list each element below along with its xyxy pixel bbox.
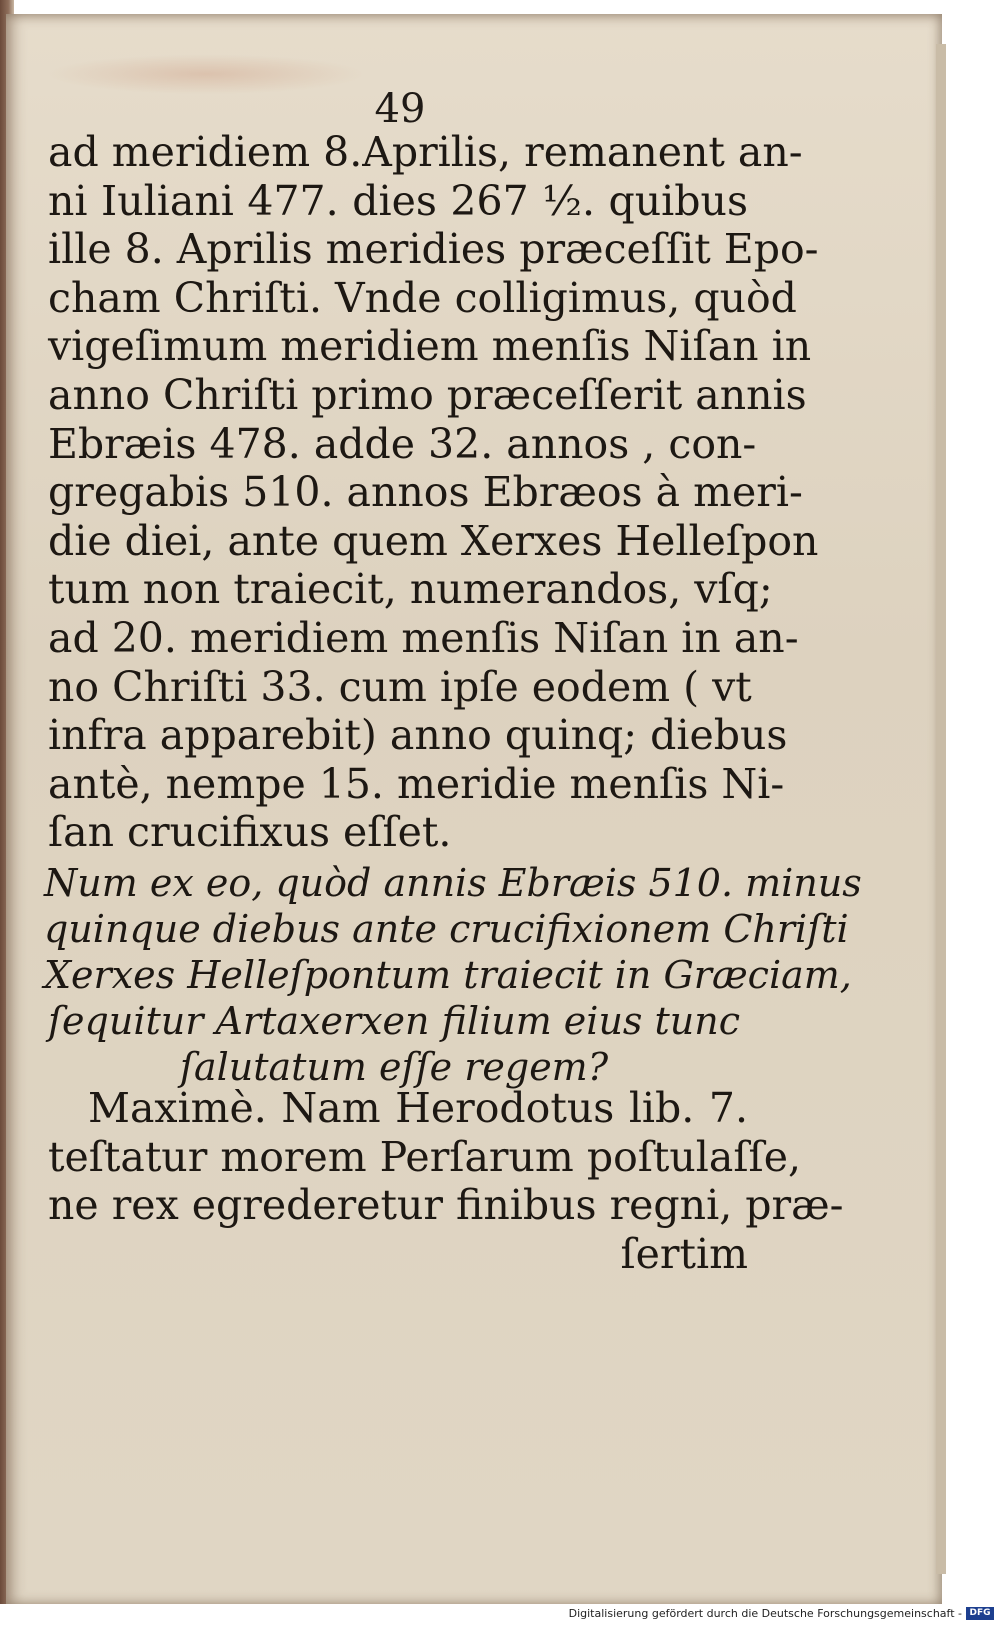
text-line: Maximè. Nam Herodotus lib. 7.: [88, 1084, 748, 1132]
text-line: anno Chriſti primo præceſſerit annis: [48, 370, 807, 419]
question-heading: [44, 860, 862, 1090]
text-line: antè, nempe 15. meridie menſis Ni-: [48, 759, 785, 808]
catchword: ſertim: [620, 1229, 748, 1278]
text-line: ni Iuliani 477. dies 267 ½. quibus: [48, 176, 748, 225]
main-paragraph: [48, 128, 819, 857]
text-line: gregabis 510. annos Ebræos à meri-: [48, 468, 803, 517]
question-line: Xerxes Helleſpontum traiecit in Græciam,: [44, 953, 852, 997]
question-line: Num ex eo, quòd annis Ebræis 510. minus: [44, 861, 862, 905]
text-line: ad meridiem 8.Aprilis, remanent an-: [48, 128, 803, 176]
text-line: ad 20. meridiem menſis Niſan in an-: [48, 613, 799, 662]
text-line: teſtatur morem Perſarum poſtulaſſe,: [48, 1132, 802, 1181]
text-line: die diei, ante quem Xerxes Helleſpon: [48, 516, 819, 565]
text-line: ille 8. Aprilis meridies præceſſit Epo-: [48, 225, 819, 274]
footer-bar: [0, 1604, 1000, 1625]
page-edge: [936, 44, 946, 1574]
question-line: ſalutatum eſſe regem?: [179, 1045, 609, 1089]
answer-paragraph: [48, 1084, 844, 1278]
text-line: ſan crucifixus eſſet.: [48, 808, 452, 857]
page-number: 49: [374, 86, 426, 132]
text-line: tum non traiecit, numerandos, vſq;: [48, 565, 773, 614]
text-line: infra apparebit) anno quinq; diebus: [48, 711, 788, 760]
text-line: ne rex egrederetur finibus regni, præ-: [48, 1181, 844, 1230]
dfg-logo-icon: DFG: [966, 1607, 994, 1620]
text-line: vigeſimum meridiem menſis Niſan in: [48, 322, 812, 371]
text-line: no Chriſti 33. cum ipſe eodem ( vt: [48, 662, 752, 711]
question-line: quinque diebus ante crucifixionem Chriſti: [44, 907, 849, 951]
text-line: Ebræis 478. adde 32. annos , con-: [48, 419, 757, 468]
text-line: cham Chriſti. Vnde colligimus, quòd: [48, 273, 797, 322]
question-line: ſequitur Artaxerxen filium eius tunc: [47, 999, 740, 1043]
footer-credit: Digitalisierung gefördert durch die Deutsche Forschungsgemeinschaft -: [568, 1607, 962, 1620]
